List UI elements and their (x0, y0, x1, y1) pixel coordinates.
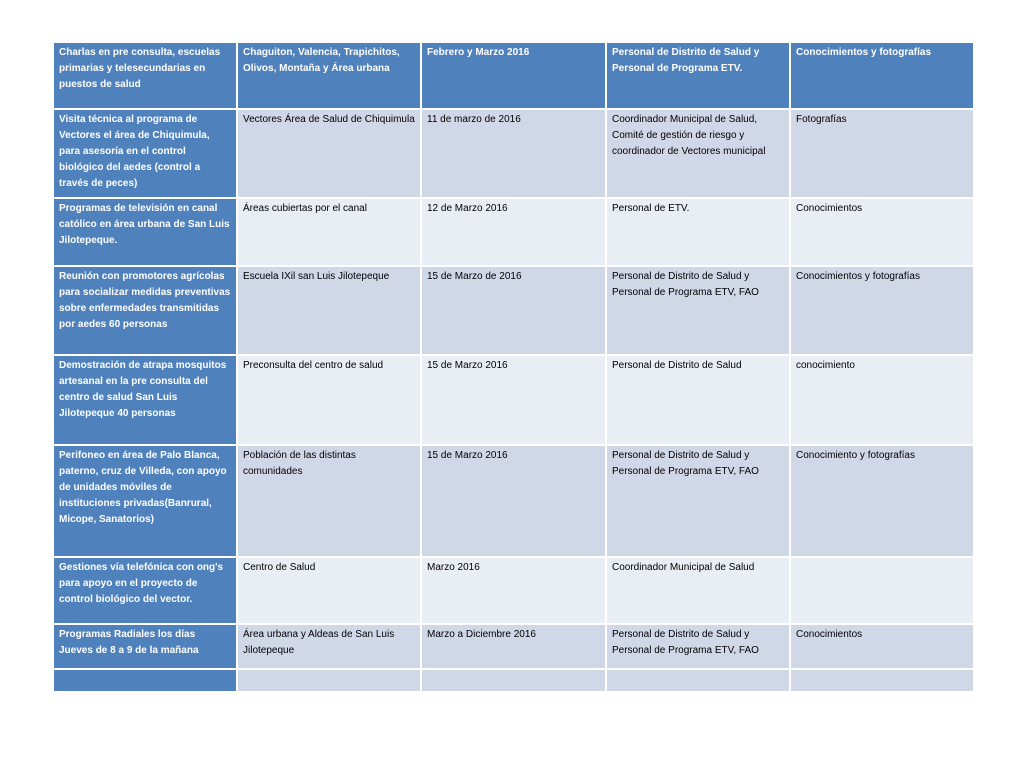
responsible-cell (606, 669, 790, 692)
evidence-cell: Fotografías (790, 109, 974, 198)
evidence-cell: Conocimientos y fotografías (790, 42, 974, 109)
evidence-cell: Conocimientos (790, 198, 974, 266)
date-cell (421, 669, 606, 692)
place-cell: Áreas cubiertas por el canal (237, 198, 421, 266)
responsible-cell: Personal de Distrito de Salud y Personal de Programa ETV, FAO (606, 624, 790, 669)
place-cell: Preconsulta del centro de salud (237, 355, 421, 445)
date-cell: 15 de Marzo de 2016 (421, 266, 606, 355)
table-row (53, 624, 974, 669)
responsible-cell: Coordinador Municipal de Salud (606, 557, 790, 624)
activity-cell: Demostración de atrapa mosquitos artesanal en la pre consulta del centro de salud San Luis Jilotepeque 40 personas (53, 355, 237, 445)
evidence-cell (790, 669, 974, 692)
evidence-cell (790, 557, 974, 624)
date-cell: Febrero y Marzo 2016 (421, 42, 606, 109)
date-cell: 15 de Marzo 2016 (421, 355, 606, 445)
activity-cell: Perifoneo en área de Palo Blanca, paterno, cruz de Villeda, con apoyo de unidades móviles de instituciones privadas(Banrural, Micope, Sanatorios) (53, 445, 237, 557)
activity-cell: Visita técnica al programa de Vectores el área de Chiquimula, para asesoría en el control biológico del aedes (control a través de peces) (53, 109, 237, 198)
place-cell: Centro de Salud (237, 557, 421, 624)
responsible-cell: Personal de Distrito de Salud y Personal de Programa ETV, FAO (606, 266, 790, 355)
date-cell: 11 de marzo de 2016 (421, 109, 606, 198)
table-row (53, 42, 974, 109)
place-cell (237, 669, 421, 692)
evidence-cell: Conocimientos (790, 624, 974, 669)
evidence-cell: conocimiento (790, 355, 974, 445)
date-cell: Marzo a Diciembre 2016 (421, 624, 606, 669)
table-row (53, 355, 974, 445)
responsible-cell: Personal de Distrito de Salud y Personal de Programa ETV, FAO (606, 445, 790, 557)
responsible-cell: Personal de ETV. (606, 198, 790, 266)
responsible-cell: Personal de Distrito de Salud y Personal de Programa ETV. (606, 42, 790, 109)
table-row (53, 109, 974, 198)
activity-cell: Programas Radiales los días Jueves de 8 a 9 de la mañana (53, 624, 237, 669)
evidence-cell: Conocimientos y fotografías (790, 266, 974, 355)
activity-cell (53, 669, 237, 692)
evidence-cell: Conocimiento y fotografías (790, 445, 974, 557)
activity-cell: Gestiones vía telefónica con ong's para apoyo en el proyecto de control biológico del vector. (53, 557, 237, 624)
activity-table (52, 41, 975, 693)
table-row (53, 266, 974, 355)
date-cell: Marzo 2016 (421, 557, 606, 624)
date-cell: 12 de Marzo 2016 (421, 198, 606, 266)
table-row (53, 198, 974, 266)
date-cell: 15 de Marzo 2016 (421, 445, 606, 557)
table-row (53, 557, 974, 624)
place-cell: Área urbana y Aldeas de San Luis Jilotepeque (237, 624, 421, 669)
activity-cell: Reunión con promotores agrícolas para socializar medidas preventivas sobre enfermedades transmitidas por aedes 60 personas (53, 266, 237, 355)
activity-cell: Programas de televisión en canal católico en área urbana de San Luis Jilotepeque. (53, 198, 237, 266)
responsible-cell: Personal de Distrito de Salud (606, 355, 790, 445)
activity-cell: Charlas en pre consulta, escuelas primarias y telesecundarias en puestos de salud (53, 42, 237, 109)
place-cell: Vectores Área de Salud de Chiquimula (237, 109, 421, 198)
responsible-cell: Coordinador Municipal de Salud, Comité de gestión de riesgo y coordinador de Vectores municipal (606, 109, 790, 198)
table-row (53, 669, 974, 692)
table-row (53, 445, 974, 557)
place-cell: Población de las distintas comunidades (237, 445, 421, 557)
place-cell: Chaguiton, Valencia, Trapichitos, Olivos, Montaña y Área urbana (237, 42, 421, 109)
place-cell: Escuela IXil san Luis Jilotepeque (237, 266, 421, 355)
